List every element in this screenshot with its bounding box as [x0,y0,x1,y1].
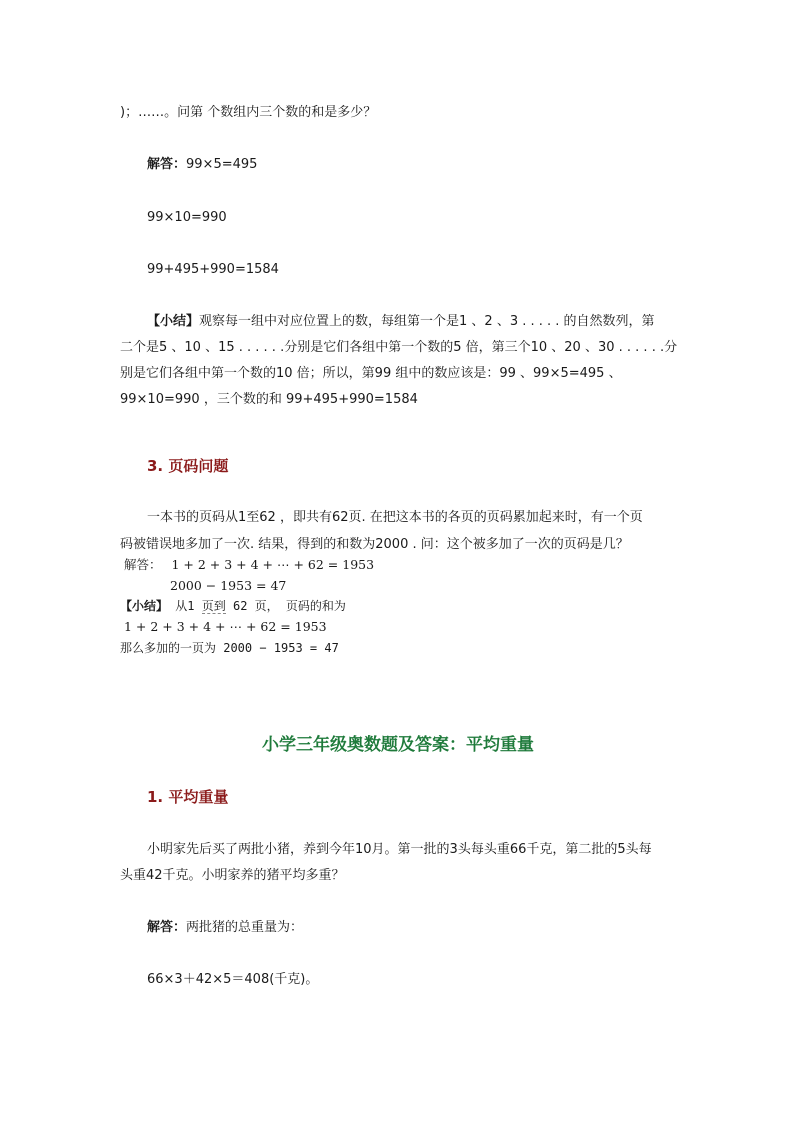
answer1-step3: 99+495+990=1584 [147,262,279,277]
section3-summary-text-b: 页到 [201,599,226,613]
chapter-title: 小学三年级奥数题及答案：平均重量 [262,735,534,755]
section3-summary-text-a: 从1 [175,599,195,613]
section3-conclusion: 那么多加的一页为 2000 − 1953 = 47 [120,641,339,655]
section-avg-problem-line1: 小明家先后买了两批小猪，养到今年10月。第一批的3头每头重66千克，第二批的5头每 [147,842,652,857]
section3-solution-eq2: 2000 − 1953 = 47 [170,578,287,593]
section3-summary-text-c: 62 页， 页码的和为 [232,599,346,613]
summary-label: 【小结】 [147,314,200,329]
section3-summary-eq: 1 + 2 + 3 + 4 + ⋯ + 62 = 1953 [124,619,327,634]
summary1-line4: 99×10=990 ，三个数的和 99+495+990=1584 [120,392,418,407]
solution-eq1: 1 + 2 + 3 + 4 + ⋯ + 62 = 1953 [171,557,375,572]
answer1-step2: 99×10=990 [147,210,227,225]
answer-label: 解答： [147,157,187,172]
section3-summary-line [120,598,346,614]
intro-tail: )；……。问第 个数组内三个数的和是多少？ [120,105,377,120]
answer1-step1: 99×5=495 [186,157,258,172]
section-avg-calc: 66×3＋42×5＝408(千克)。 [147,972,319,987]
section3-solution-line1 [124,557,374,573]
section-avg-answer-text: 两批猪的总重量为： [186,920,304,935]
section3-heading: 3. 页码问题 [147,457,229,475]
section-avg-answer [147,920,303,936]
section3-problem-line1: 一本书的页码从1至62 ，即共有62页. 在把这本书的各页的页码累加起来时，有一个页 [147,510,643,525]
section-avg-heading: 1. 平均重量 [147,788,229,806]
summary1-text1: 观察每一组中对应位置上的数，每组第一个是1 、2 、3 . . . . . 的自然数列，第 [199,314,655,329]
section-avg-problem-line2: 头重42千克。小明家养的猪平均多重？ [120,868,345,883]
summary1-line1 [147,314,655,330]
solution-label: 解答： [124,557,162,572]
answer1-first-line [147,157,257,173]
section3-summary-label: 【小结】 [120,599,169,613]
summary1-line2: 二个是5 、10 、15 . . . . . .分别是它们各组中第一个数的5 倍，第三个10 、20 、30 . . . . . .分 [120,340,678,355]
section3-problem-line2: 码被错误地多加了一次. 结果，得到的和数为2000 . 问：这个被多加了一次的页码是几？ [120,537,629,552]
section-avg-answer-label: 解答： [147,920,187,935]
summary1-line3: 别是它们各组中第一个数的10 倍；所以，第99 组中的数应该是：99 、99×5=495 、 [120,366,622,381]
